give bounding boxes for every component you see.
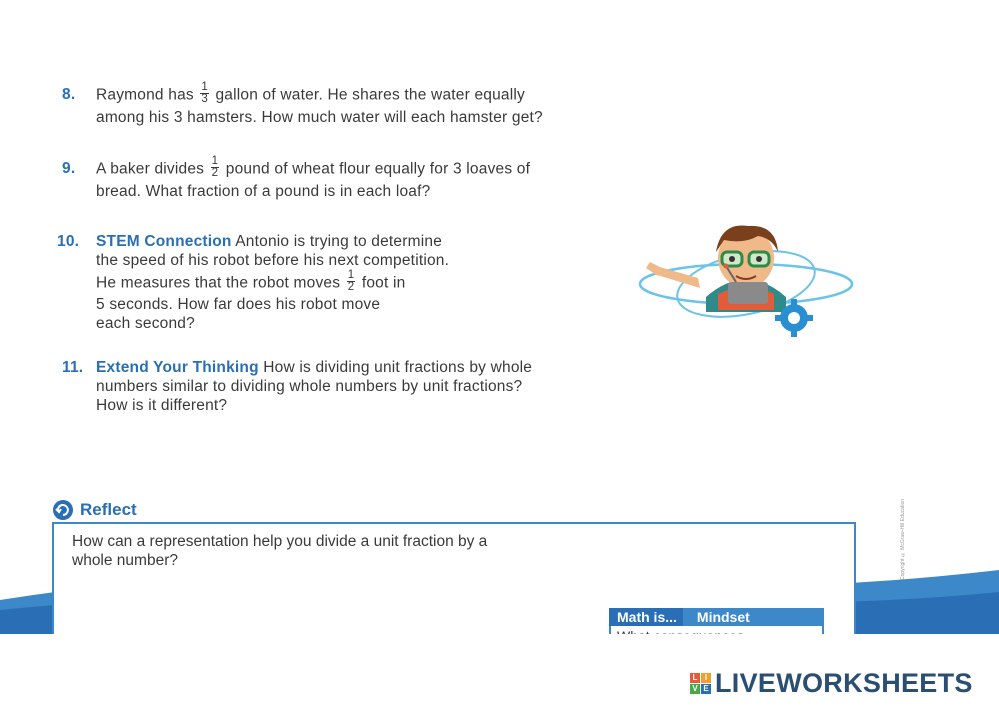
question-text: bread. What fraction of a pound is in each loaf?: [96, 183, 431, 200]
question-9: [62, 155, 531, 203]
stem-connection-label: STEM Connection: [96, 233, 232, 250]
reflect-icon: [52, 499, 74, 521]
question-10: [57, 232, 450, 333]
reflect-header: [52, 499, 137, 521]
fraction: $\frac{1}{2}$: [347, 269, 355, 293]
question-number: 8.: [62, 86, 76, 103]
boy-with-robot-illustration: [636, 222, 854, 340]
math-is-tab: Math is...: [609, 608, 683, 626]
reflect-prompt: How can a representation help you divide a unit fraction by a whole number?: [72, 533, 488, 569]
question-text: foot in: [361, 274, 406, 292]
reflect-title: Reflect: [80, 500, 137, 519]
question-text: How is dividing unit fractions by whole: [263, 359, 533, 376]
question-text: each second?: [96, 315, 195, 332]
question-text: 5 seconds. How far does his robot move: [96, 296, 381, 313]
copyright-note: Copyright © McGraw-Hill Education: [900, 498, 906, 580]
mindset-tab: Mindset: [696, 609, 750, 625]
question-text: Antonio is trying to determine: [235, 233, 443, 250]
extend-thinking-label: Extend Your Thinking: [96, 359, 259, 376]
question-text: gallon of water. He shares the water equally: [215, 86, 525, 104]
question-text: numbers similar to dividing whole numbers by unit fractions?: [96, 378, 523, 395]
question-text: How is it different?: [96, 397, 228, 414]
question-text: A baker divides: [96, 160, 205, 178]
question-text: pound of wheat flour equally for 3 loaves of: [225, 160, 531, 178]
fraction: $\frac{1}{2}$: [211, 155, 219, 179]
fraction: $\frac{1}{3}$: [201, 81, 208, 105]
question-number: 10.: [57, 233, 80, 250]
liveworksheets-brand[interactable]: [690, 668, 973, 699]
brand-name: LIVEWORKSHEETS: [715, 668, 973, 698]
question-text: among his 3 hamsters. How much water will each hamster get?: [96, 109, 543, 126]
question-number: 11.: [62, 359, 84, 376]
question-text: the speed of his robot before his next competition.: [96, 252, 450, 269]
question-text: He measures that the robot moves: [96, 274, 341, 292]
question-11: [62, 358, 532, 415]
question-8: [62, 81, 543, 129]
liveworksheets-logo-icon: L I V E: [690, 673, 711, 694]
question-number: 9.: [62, 160, 76, 177]
question-text: Raymond has: [96, 86, 194, 104]
